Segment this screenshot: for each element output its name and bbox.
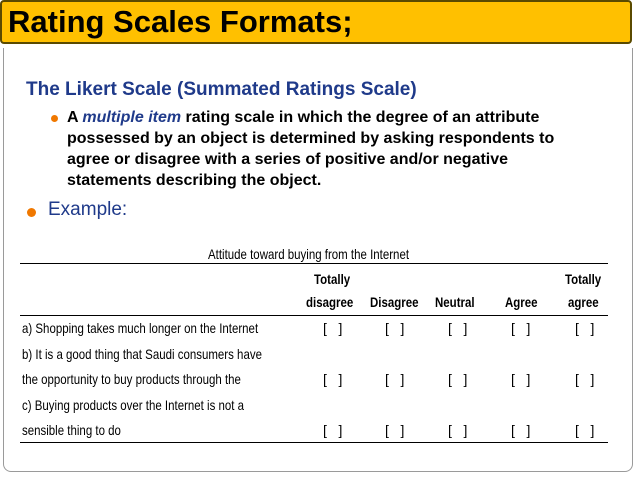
- header-totally-agree-line1: Totally: [565, 271, 602, 287]
- bullet-prefix: A: [67, 109, 83, 126]
- row-b-neutral-checkbox[interactable]: [ ]: [448, 371, 468, 387]
- header-totally-disagree-line1: Totally: [314, 271, 351, 287]
- header-totally-disagree-line2: disagree: [306, 294, 354, 310]
- example-label: Example:: [48, 199, 128, 220]
- bullet-emphasis: multiple item: [82, 109, 182, 126]
- bullet-dot-icon: [51, 115, 58, 122]
- row-b-totally-disagree-checkbox[interactable]: [ ]: [323, 371, 343, 387]
- header-neutral: Neutral: [435, 294, 475, 310]
- table-header-rule: [20, 315, 608, 316]
- row-a-totally-agree-checkbox[interactable]: [ ]: [575, 320, 595, 336]
- row-a-agree-checkbox[interactable]: [ ]: [511, 320, 531, 336]
- bullet-line2: possessed by an object is determined by asking respondents to: [67, 130, 555, 147]
- row-c-totally-agree-checkbox[interactable]: [ ]: [575, 422, 595, 438]
- bullet-line3: agree or disagree with a series of positive and/or negative: [67, 151, 509, 168]
- table-bottom-rule: [20, 442, 608, 443]
- row-a-totally-disagree-checkbox[interactable]: [ ]: [323, 320, 343, 336]
- row-b-text-line2: the opportunity to buy products through the: [22, 371, 241, 387]
- row-a-neutral-checkbox[interactable]: [ ]: [448, 320, 468, 336]
- row-c-text-line1: c) Buying products over the Internet is not a: [22, 397, 245, 413]
- example-bullet-dot-icon: [27, 208, 36, 217]
- bullet-text: [67, 107, 627, 191]
- header-agree: Agree: [505, 294, 538, 310]
- header-totally-agree-line2: agree: [568, 294, 599, 310]
- slide-subtitle: The Likert Scale (Summated Ratings Scale): [26, 79, 417, 100]
- table-top-rule: [20, 263, 608, 264]
- row-c-agree-checkbox[interactable]: [ ]: [511, 422, 531, 438]
- row-c-neutral-checkbox[interactable]: [ ]: [448, 422, 468, 438]
- row-a-disagree-checkbox[interactable]: [ ]: [385, 320, 405, 336]
- row-b-disagree-checkbox[interactable]: [ ]: [385, 371, 405, 387]
- row-a-text: a) Shopping takes much longer on the Internet: [22, 320, 259, 336]
- row-b-agree-checkbox[interactable]: [ ]: [511, 371, 531, 387]
- row-c-totally-disagree-checkbox[interactable]: [ ]: [323, 422, 343, 438]
- row-c-disagree-checkbox[interactable]: [ ]: [385, 422, 405, 438]
- title-bar: [0, 0, 632, 44]
- bullet-line1-rest: rating scale in which the degree of an attribute: [181, 109, 540, 126]
- header-disagree: Disagree: [370, 294, 419, 310]
- row-b-text-line1: b) It is a good thing that Saudi consumers have: [22, 346, 262, 362]
- row-c-text-line2: sensible thing to do: [22, 422, 121, 438]
- slide-title: Rating Scales Formats;: [8, 4, 353, 39]
- bullet-line4: statements describing the object.: [67, 172, 322, 189]
- row-b-totally-agree-checkbox[interactable]: [ ]: [575, 371, 595, 387]
- table-caption: Attitude toward buying from the Internet: [208, 246, 410, 262]
